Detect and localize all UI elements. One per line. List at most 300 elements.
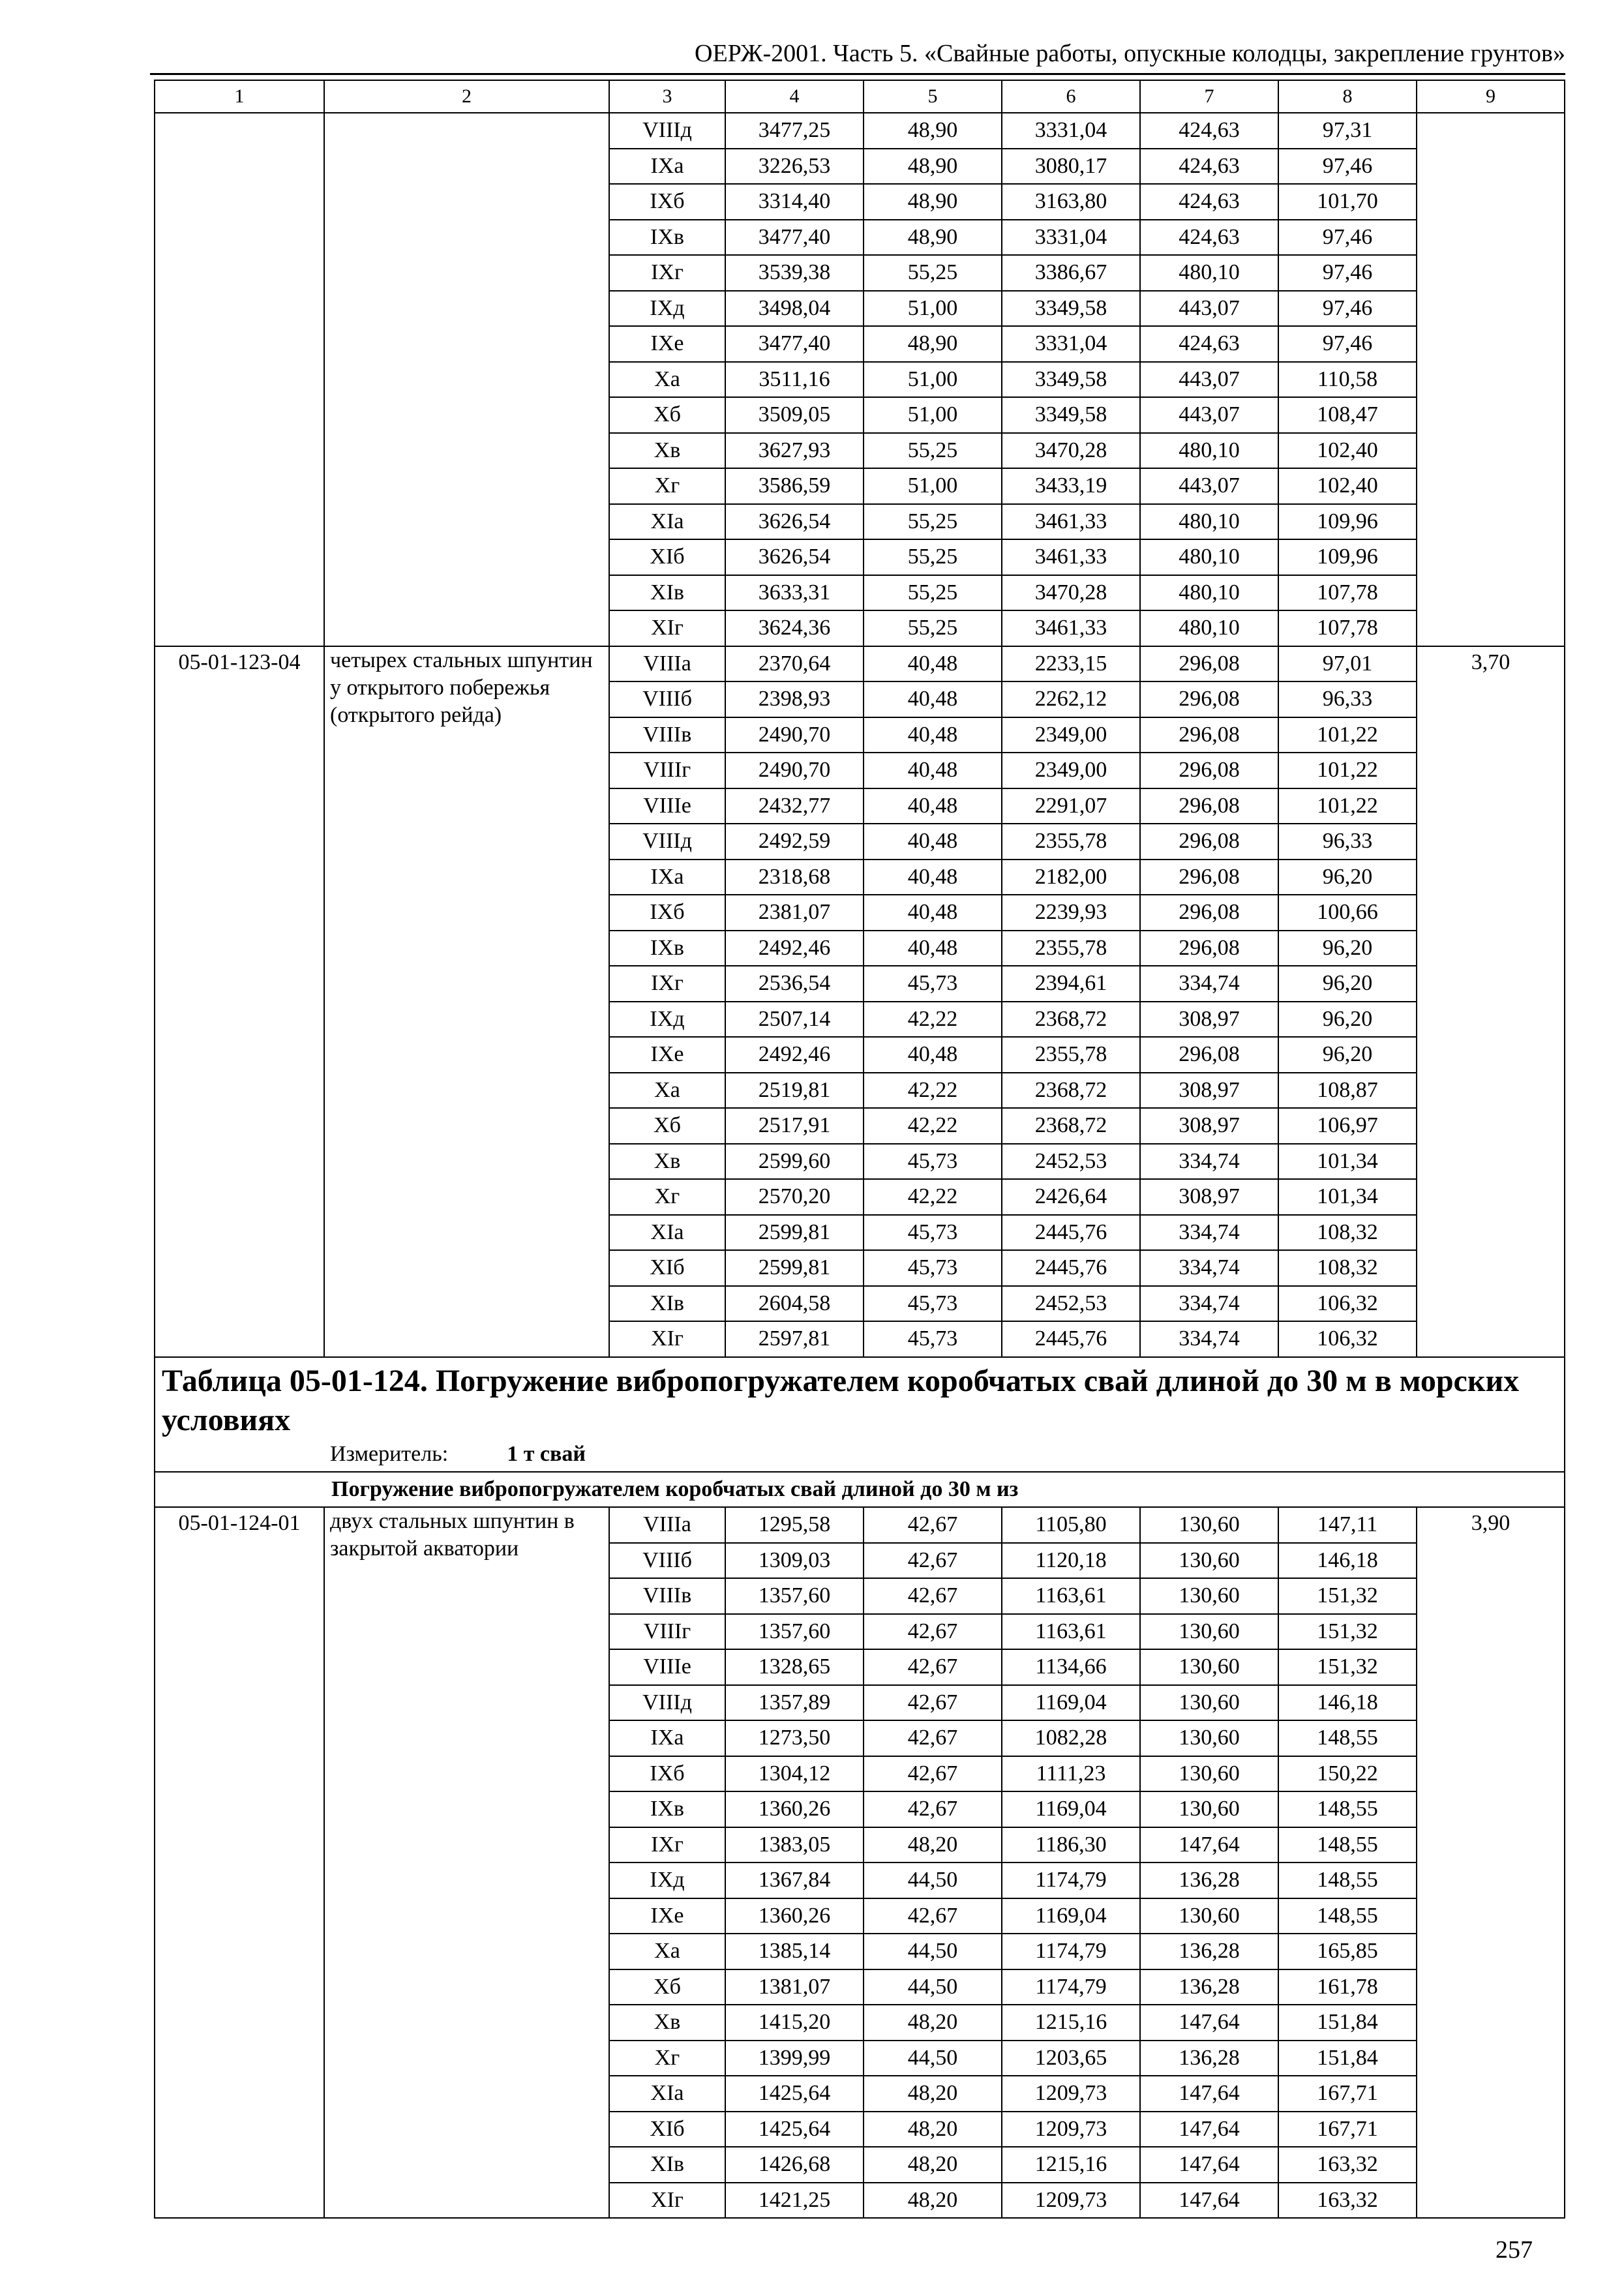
table-cell: 101,22 xyxy=(1278,717,1417,753)
table-cell: 1105,80 xyxy=(1002,1507,1140,1543)
table-cell: 424,63 xyxy=(1140,220,1278,256)
rate-description-cell: двух стальных шпунтин в закрытой акватории xyxy=(324,1507,609,2218)
column-number: 6 xyxy=(1002,80,1140,113)
table-cell: 3314,40 xyxy=(725,184,864,220)
table-cell: XIа xyxy=(609,2076,725,2112)
table-cell: 40,48 xyxy=(864,1037,1002,1073)
table-cell: 148,55 xyxy=(1278,1898,1417,1934)
table-cell: 55,25 xyxy=(864,610,1002,646)
table-cell: 1357,89 xyxy=(725,1685,864,1721)
table-cell: 40,48 xyxy=(864,931,1002,966)
table-cell: 2492,46 xyxy=(725,931,864,966)
table-cell: 97,46 xyxy=(1278,149,1417,185)
table-cell: XIг xyxy=(609,1321,725,1357)
table-cell: VIIIг xyxy=(609,1614,725,1650)
table-cell: 130,60 xyxy=(1140,1898,1278,1934)
table-cell: Xб xyxy=(609,1108,725,1144)
table-cell: 1360,26 xyxy=(725,1791,864,1827)
table-cell: 3461,33 xyxy=(1002,504,1140,540)
table-cell: 2432,77 xyxy=(725,788,864,824)
table-cell: 45,73 xyxy=(864,1215,1002,1251)
table-cell: 3163,80 xyxy=(1002,184,1140,220)
table-cell: 102,40 xyxy=(1278,468,1417,504)
table-cell: 1357,60 xyxy=(725,1614,864,1650)
table-cell: IXг xyxy=(609,966,725,1002)
coefficient-cell: 3,90 xyxy=(1417,1507,1565,2218)
table-cell: 2368,72 xyxy=(1002,1002,1140,1038)
table-cell: 480,10 xyxy=(1140,433,1278,469)
table-cell: 45,73 xyxy=(864,1250,1002,1286)
table-cell: 42,67 xyxy=(864,1543,1002,1579)
table-cell: 48,20 xyxy=(864,2183,1002,2219)
table-cell: 1169,04 xyxy=(1002,1791,1140,1827)
table-cell: 51,00 xyxy=(864,291,1002,327)
table-cell: 296,08 xyxy=(1140,895,1278,931)
table-cell: 96,20 xyxy=(1278,931,1417,966)
table-cell: 48,90 xyxy=(864,184,1002,220)
table-cell: 130,60 xyxy=(1140,1791,1278,1827)
table-cell: 1174,79 xyxy=(1002,1969,1140,2005)
table-cell: 1215,16 xyxy=(1002,2005,1140,2041)
table-cell: 48,20 xyxy=(864,2076,1002,2112)
table-cell: 150,22 xyxy=(1278,1756,1417,1792)
table-cell: 130,60 xyxy=(1140,1756,1278,1792)
table-cell: 48,90 xyxy=(864,326,1002,362)
table-cell: VIIIв xyxy=(609,717,725,753)
table-row xyxy=(155,1507,1565,1543)
table-cell: 3470,28 xyxy=(1002,433,1140,469)
column-number: 9 xyxy=(1417,80,1565,113)
table-cell: 3477,25 xyxy=(725,113,864,149)
table-cell: 42,67 xyxy=(864,1685,1002,1721)
table-cell: 443,07 xyxy=(1140,291,1278,327)
table-cell: 3624,36 xyxy=(725,610,864,646)
table-cell: 2570,20 xyxy=(725,1179,864,1215)
table-cell: 296,08 xyxy=(1140,931,1278,966)
table-cell: 130,60 xyxy=(1140,1578,1278,1614)
table-cell: 42,22 xyxy=(864,1108,1002,1144)
table-cell: 44,50 xyxy=(864,1863,1002,1898)
table-cell: VIIIа xyxy=(609,646,725,682)
coefficient-cell: 3,70 xyxy=(1417,646,1565,1357)
table-cell: 2452,53 xyxy=(1002,1286,1140,1322)
table-cell: 48,20 xyxy=(864,1827,1002,1863)
table-cell: 308,97 xyxy=(1140,1002,1278,1038)
table-cell: 3349,58 xyxy=(1002,397,1140,433)
column-number: 1 xyxy=(155,80,324,113)
table-cell: VIIIб xyxy=(609,1543,725,1579)
table-cell: 1295,58 xyxy=(725,1507,864,1543)
table-cell: 296,08 xyxy=(1140,788,1278,824)
table-cell: 96,20 xyxy=(1278,860,1417,895)
table-cell: 48,20 xyxy=(864,2112,1002,2147)
table-cell: 2445,76 xyxy=(1002,1321,1140,1357)
table-cell: 443,07 xyxy=(1140,468,1278,504)
table-cell: 3226,53 xyxy=(725,149,864,185)
table-cell: 3626,54 xyxy=(725,504,864,540)
table-cell: 97,46 xyxy=(1278,255,1417,291)
table-cell: 424,63 xyxy=(1140,326,1278,362)
table-cell: 55,25 xyxy=(864,433,1002,469)
table-cell: 1209,73 xyxy=(1002,2112,1140,2147)
table-cell: 163,32 xyxy=(1278,2183,1417,2219)
table-cell: 147,64 xyxy=(1140,2076,1278,2112)
table-cell: 42,22 xyxy=(864,1002,1002,1038)
table-cell: 2291,07 xyxy=(1002,788,1140,824)
table-cell: 48,90 xyxy=(864,220,1002,256)
table-cell: 2507,14 xyxy=(725,1002,864,1038)
table-cell: 3539,38 xyxy=(725,255,864,291)
table-cell: 167,71 xyxy=(1278,2112,1417,2147)
table-cell: 296,08 xyxy=(1140,1037,1278,1073)
table-cell: 151,84 xyxy=(1278,2005,1417,2041)
table-cell: 147,64 xyxy=(1140,2183,1278,2219)
table-cell: 148,55 xyxy=(1278,1827,1417,1863)
table-cell: 108,32 xyxy=(1278,1215,1417,1251)
table-cell: 97,46 xyxy=(1278,220,1417,256)
table-cell: 165,85 xyxy=(1278,1934,1417,1969)
rates-table-body xyxy=(155,80,1565,2218)
rate-code-cell: 05-01-124-01 xyxy=(155,1507,324,2218)
table-cell: 2519,81 xyxy=(725,1073,864,1109)
table-cell: 2490,70 xyxy=(725,717,864,753)
table-cell: 161,78 xyxy=(1278,1969,1417,2005)
table-cell: 40,48 xyxy=(864,895,1002,931)
table-cell: 136,28 xyxy=(1140,2041,1278,2076)
table-cell: 2368,72 xyxy=(1002,1108,1140,1144)
table-cell: 1383,05 xyxy=(725,1827,864,1863)
table-cell: 334,74 xyxy=(1140,966,1278,1002)
table-cell: 2445,76 xyxy=(1002,1215,1140,1251)
header-rule xyxy=(150,73,1565,75)
table-cell: 101,22 xyxy=(1278,753,1417,788)
table-cell: 40,48 xyxy=(864,860,1002,895)
table-cell: 96,33 xyxy=(1278,824,1417,860)
table-row xyxy=(155,646,1565,682)
table-cell: IXв xyxy=(609,931,725,966)
table-cell: 147,64 xyxy=(1140,2112,1278,2147)
table-cell: 3349,58 xyxy=(1002,291,1140,327)
table-cell: 1425,64 xyxy=(725,2112,864,2147)
table-cell: 3331,04 xyxy=(1002,220,1140,256)
table-cell: 45,73 xyxy=(864,966,1002,1002)
table-cell: 1328,65 xyxy=(725,1649,864,1685)
table-cell: 2490,70 xyxy=(725,753,864,788)
table-cell: 1163,61 xyxy=(1002,1614,1140,1650)
table-title-cell xyxy=(155,1357,1565,1472)
table-cell: VIIIд xyxy=(609,113,725,149)
table-cell: 2426,64 xyxy=(1002,1179,1140,1215)
table-cell: IXд xyxy=(609,291,725,327)
table-cell: 101,70 xyxy=(1278,184,1417,220)
table-title: Таблица 05-01-124. Погружение вибропогружателем коробчатых свай длиной до 30 м в морских условиях xyxy=(162,1363,1520,1437)
table-cell: 1421,25 xyxy=(725,2183,864,2219)
table-cell: VIIIв xyxy=(609,1578,725,1614)
column-number: 5 xyxy=(864,80,1002,113)
table-cell: 1209,73 xyxy=(1002,2076,1140,2112)
table-cell: Xг xyxy=(609,468,725,504)
table-cell: 2536,54 xyxy=(725,966,864,1002)
table-cell: 107,78 xyxy=(1278,610,1417,646)
table-cell: 2604,58 xyxy=(725,1286,864,1322)
table-cell: Xб xyxy=(609,397,725,433)
table-cell: 108,32 xyxy=(1278,1250,1417,1286)
table-cell: 110,58 xyxy=(1278,362,1417,398)
table-cell: IXг xyxy=(609,1827,725,1863)
table-cell: VIIIе xyxy=(609,1649,725,1685)
table-cell: Xг xyxy=(609,1179,725,1215)
table-cell: 1163,61 xyxy=(1002,1578,1140,1614)
table-cell: 136,28 xyxy=(1140,1969,1278,2005)
table-cell: IXа xyxy=(609,860,725,895)
table-cell: 1415,20 xyxy=(725,2005,864,2041)
table-cell: 130,60 xyxy=(1140,1614,1278,1650)
table-cell: 44,50 xyxy=(864,2041,1002,2076)
table-cell: IXе xyxy=(609,1037,725,1073)
table-cell: 2381,07 xyxy=(725,895,864,931)
table-cell: XIб xyxy=(609,539,725,575)
table-cell: 334,74 xyxy=(1140,1250,1278,1286)
table-cell: Xв xyxy=(609,433,725,469)
table-cell: 101,34 xyxy=(1278,1144,1417,1180)
table-cell: IXб xyxy=(609,1756,725,1792)
table-cell: 1367,84 xyxy=(725,1863,864,1898)
table-cell: 296,08 xyxy=(1140,753,1278,788)
table-cell: IXа xyxy=(609,1720,725,1756)
table-cell: 3386,67 xyxy=(1002,255,1140,291)
table-cell: 334,74 xyxy=(1140,1215,1278,1251)
table-cell: 48,20 xyxy=(864,2147,1002,2183)
table-cell: 1309,03 xyxy=(725,1543,864,1579)
table-cell: 130,60 xyxy=(1140,1720,1278,1756)
page-header: ОЕРЖ-2001. Часть 5. «Свайные работы, опускные колодцы, закрепление грунтов» xyxy=(695,40,1565,67)
table-cell: 130,60 xyxy=(1140,1649,1278,1685)
table-cell: 102,40 xyxy=(1278,433,1417,469)
table-cell: 1215,16 xyxy=(1002,2147,1140,2183)
table-cell: 42,67 xyxy=(864,1791,1002,1827)
table-cell: 2318,68 xyxy=(725,860,864,895)
table-cell: 163,32 xyxy=(1278,2147,1417,2183)
table-cell: 1209,73 xyxy=(1002,2183,1140,2219)
table-cell: 1426,68 xyxy=(725,2147,864,2183)
table-cell: 2398,93 xyxy=(725,681,864,717)
table-cell: 2349,00 xyxy=(1002,717,1140,753)
table-cell: 443,07 xyxy=(1140,397,1278,433)
table-cell: 97,46 xyxy=(1278,291,1417,327)
table-cell: 308,97 xyxy=(1140,1108,1278,1144)
table-cell: 3627,93 xyxy=(725,433,864,469)
table-cell: 42,67 xyxy=(864,1614,1002,1650)
table-cell: 1169,04 xyxy=(1002,1685,1140,1721)
column-number: 2 xyxy=(324,80,609,113)
table-cell: XIв xyxy=(609,1286,725,1322)
rate-code-cell: 05-01-123-04 xyxy=(155,646,324,1357)
table-cell: 40,48 xyxy=(864,824,1002,860)
table-cell: VIIIд xyxy=(609,824,725,860)
table-cell: 2233,15 xyxy=(1002,646,1140,682)
page-number: 257 xyxy=(1496,2236,1533,2264)
table-cell: VIIIе xyxy=(609,788,725,824)
table-cell: Xв xyxy=(609,2005,725,2041)
table-cell: 3477,40 xyxy=(725,220,864,256)
table-cell: 151,32 xyxy=(1278,1578,1417,1614)
table-cell: 3433,19 xyxy=(1002,468,1140,504)
table-cell: 3331,04 xyxy=(1002,326,1140,362)
section-title: Погружение вибропогружателем коробчатых свай длиной до 30 м из xyxy=(155,1472,1565,1508)
table-cell: 1425,64 xyxy=(725,2076,864,2112)
table-cell: 296,08 xyxy=(1140,681,1278,717)
table-cell: 42,22 xyxy=(864,1179,1002,1215)
table-cell: 106,32 xyxy=(1278,1321,1417,1357)
table-cell: 2492,59 xyxy=(725,824,864,860)
table-cell: 2262,12 xyxy=(1002,681,1140,717)
table-cell: 97,31 xyxy=(1278,113,1417,149)
table-cell: XIб xyxy=(609,2112,725,2147)
table-cell: 48,20 xyxy=(864,2005,1002,2041)
table-cell: 3633,31 xyxy=(725,575,864,611)
table-cell: 1385,14 xyxy=(725,1934,864,1969)
table-cell: 2599,60 xyxy=(725,1144,864,1180)
table-cell: 96,20 xyxy=(1278,1037,1417,1073)
table-cell: 45,73 xyxy=(864,1144,1002,1180)
table-cell: 130,60 xyxy=(1140,1507,1278,1543)
table-cell: 147,11 xyxy=(1278,1507,1417,1543)
table-cell: 2599,81 xyxy=(725,1250,864,1286)
table-cell: IXе xyxy=(609,1898,725,1934)
table-cell: XIб xyxy=(609,1250,725,1286)
column-number: 4 xyxy=(725,80,864,113)
table-cell: 42,22 xyxy=(864,1073,1002,1109)
table-cell: 2452,53 xyxy=(1002,1144,1140,1180)
table-cell: 3586,59 xyxy=(725,468,864,504)
table-cell: 296,08 xyxy=(1140,717,1278,753)
table-title-row xyxy=(155,1357,1565,1472)
table-cell: 1120,18 xyxy=(1002,1543,1140,1579)
table-cell: IXб xyxy=(609,895,725,931)
table-cell: IXг xyxy=(609,255,725,291)
table-cell: 1273,50 xyxy=(725,1720,864,1756)
table-cell: Xа xyxy=(609,1073,725,1109)
rate-code-cell xyxy=(155,113,324,646)
table-cell: 96,20 xyxy=(1278,1002,1417,1038)
section-title-row xyxy=(155,1472,1565,1508)
table-cell: IXе xyxy=(609,326,725,362)
table-cell: 40,48 xyxy=(864,717,1002,753)
table-cell: 2370,64 xyxy=(725,646,864,682)
table-cell: IXв xyxy=(609,1791,725,1827)
table-cell: 308,97 xyxy=(1140,1073,1278,1109)
table-cell: XIв xyxy=(609,575,725,611)
table-cell: 146,18 xyxy=(1278,1543,1417,1579)
table-cell: 51,00 xyxy=(864,362,1002,398)
table-cell: 97,46 xyxy=(1278,326,1417,362)
table-cell: 130,60 xyxy=(1140,1543,1278,1579)
table-cell: 147,64 xyxy=(1140,2005,1278,2041)
table-row xyxy=(155,113,1565,149)
table-cell: 44,50 xyxy=(864,1934,1002,1969)
table-cell: 1134,66 xyxy=(1002,1649,1140,1685)
table-cell: 296,08 xyxy=(1140,824,1278,860)
table-cell: 151,84 xyxy=(1278,2041,1417,2076)
unit-of-measure xyxy=(162,1440,1560,1471)
table-cell: 136,28 xyxy=(1140,1863,1278,1898)
table-cell: 146,18 xyxy=(1278,1685,1417,1721)
table-cell: 296,08 xyxy=(1140,860,1278,895)
table-cell: 424,63 xyxy=(1140,149,1278,185)
table-cell: 2239,93 xyxy=(1002,895,1140,931)
table-cell: 44,50 xyxy=(864,1969,1002,2005)
table-cell: 42,67 xyxy=(864,1649,1002,1685)
table-cell: 40,48 xyxy=(864,753,1002,788)
table-cell: 2599,81 xyxy=(725,1215,864,1251)
table-cell: 3461,33 xyxy=(1002,539,1140,575)
table-cell: 2368,72 xyxy=(1002,1073,1140,1109)
table-cell: 3509,05 xyxy=(725,397,864,433)
rate-description-cell xyxy=(324,113,609,646)
table-cell: 147,64 xyxy=(1140,2147,1278,2183)
table-cell: 42,67 xyxy=(864,1898,1002,1934)
table-cell: 3080,17 xyxy=(1002,149,1140,185)
table-cell: 2355,78 xyxy=(1002,931,1140,966)
table-cell: 3498,04 xyxy=(725,291,864,327)
table-cell: 107,78 xyxy=(1278,575,1417,611)
table-cell: 148,55 xyxy=(1278,1863,1417,1898)
table-cell: XIа xyxy=(609,504,725,540)
column-number: 3 xyxy=(609,80,725,113)
table-cell: 2349,00 xyxy=(1002,753,1140,788)
table-cell: Xа xyxy=(609,362,725,398)
table-cell: 147,64 xyxy=(1140,1827,1278,1863)
table-cell: Xб xyxy=(609,1969,725,2005)
table-cell: 42,67 xyxy=(864,1578,1002,1614)
table-cell: 151,32 xyxy=(1278,1649,1417,1685)
table-cell: VIIIд xyxy=(609,1685,725,1721)
table-cell: 1111,23 xyxy=(1002,1756,1140,1792)
table-cell: 148,55 xyxy=(1278,1720,1417,1756)
table-cell: 42,67 xyxy=(864,1507,1002,1543)
table-cell: 3477,40 xyxy=(725,326,864,362)
table-cell: 97,01 xyxy=(1278,646,1417,682)
table-cell: 2355,78 xyxy=(1002,824,1140,860)
table-cell: 40,48 xyxy=(864,681,1002,717)
table-cell: 45,73 xyxy=(864,1321,1002,1357)
table-cell: 2182,00 xyxy=(1002,860,1140,895)
table-cell: 151,32 xyxy=(1278,1614,1417,1650)
table-cell: 55,25 xyxy=(864,575,1002,611)
rate-description-cell: четырех стальных шпунтин у открытого побережья (открытого рейда) xyxy=(324,646,609,1357)
table-cell: 1174,79 xyxy=(1002,1934,1140,1969)
table-cell: 443,07 xyxy=(1140,362,1278,398)
table-cell: XIв xyxy=(609,2147,725,2183)
table-cell: 1082,28 xyxy=(1002,1720,1140,1756)
table-cell: 167,71 xyxy=(1278,2076,1417,2112)
table-cell: 308,97 xyxy=(1140,1179,1278,1215)
table-cell: XIг xyxy=(609,2183,725,2219)
table-cell: 55,25 xyxy=(864,255,1002,291)
table-cell: 45,73 xyxy=(864,1286,1002,1322)
table-cell: 1186,30 xyxy=(1002,1827,1140,1863)
table-cell: 3461,33 xyxy=(1002,610,1140,646)
table-cell: 424,63 xyxy=(1140,184,1278,220)
table-cell: IXв xyxy=(609,220,725,256)
table-cell: 2517,91 xyxy=(725,1108,864,1144)
table-cell: 48,90 xyxy=(864,149,1002,185)
table-cell: 109,96 xyxy=(1278,539,1417,575)
table-cell: 42,67 xyxy=(864,1720,1002,1756)
table-cell: 101,22 xyxy=(1278,788,1417,824)
unit-value: 1 т свай xyxy=(507,1441,586,1466)
table-cell: 106,97 xyxy=(1278,1108,1417,1144)
